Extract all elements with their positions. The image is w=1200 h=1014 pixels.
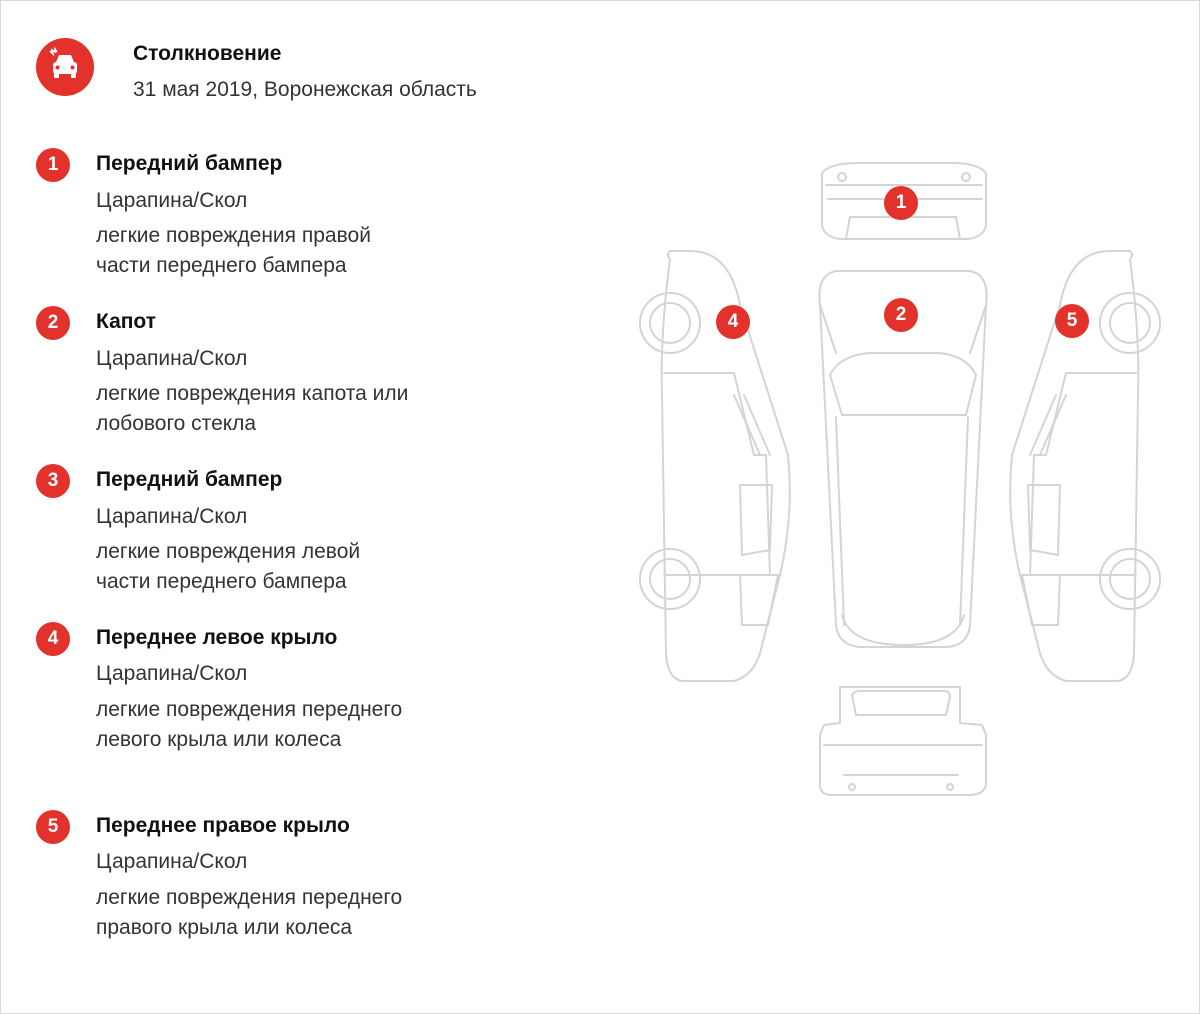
diagram-marker-5[interactable]: 5 (1055, 304, 1089, 338)
damage-description: легкие повреждения левой части переднего бампера (96, 540, 361, 593)
car-collision-icon (36, 38, 94, 96)
damage-description: легкие повреждения капота или лобового стекла (96, 382, 409, 435)
damage-part: Переднее правое крыло (96, 814, 350, 837)
damage-description: легкие повреждения правой части переднего бампера (96, 224, 371, 277)
damage-part: Капот (96, 310, 157, 333)
damage-type: Царапина/Скол (96, 850, 248, 873)
damage-number-badge: 2 (36, 306, 70, 340)
damage-number-badge: 5 (36, 810, 70, 844)
damage-part: Передний бампер (96, 152, 283, 175)
diagram-marker-1[interactable]: 1 (884, 186, 918, 220)
damage-number-badge: 4 (36, 622, 70, 656)
damage-part: Передний бампер (96, 468, 283, 491)
damage-type: Царапина/Скол (96, 189, 248, 212)
damage-part: Переднее левое крыло (96, 626, 338, 649)
incident-date-location: 31 мая 2019, Воронежская область (133, 78, 477, 101)
damage-description: легкие повреждения переднего правого крыла или колеса (96, 886, 403, 939)
damage-number-badge: 1 (36, 148, 70, 182)
incident-title: Столкновение (133, 42, 282, 65)
damage-type: Царапина/Скол (96, 505, 248, 528)
diagram-marker-2[interactable]: 2 (884, 298, 918, 332)
damage-number-badge: 3 (36, 464, 70, 498)
damage-description: легкие повреждения переднего левого крыла или колеса (96, 698, 403, 751)
diagram-marker-4[interactable]: 4 (716, 305, 750, 339)
car-left-side-view (640, 251, 790, 681)
car-damage-diagram (630, 155, 1170, 805)
car-rear-view (820, 687, 986, 795)
damage-type: Царапина/Скол (96, 662, 248, 685)
damage-type: Царапина/Скол (96, 347, 248, 370)
